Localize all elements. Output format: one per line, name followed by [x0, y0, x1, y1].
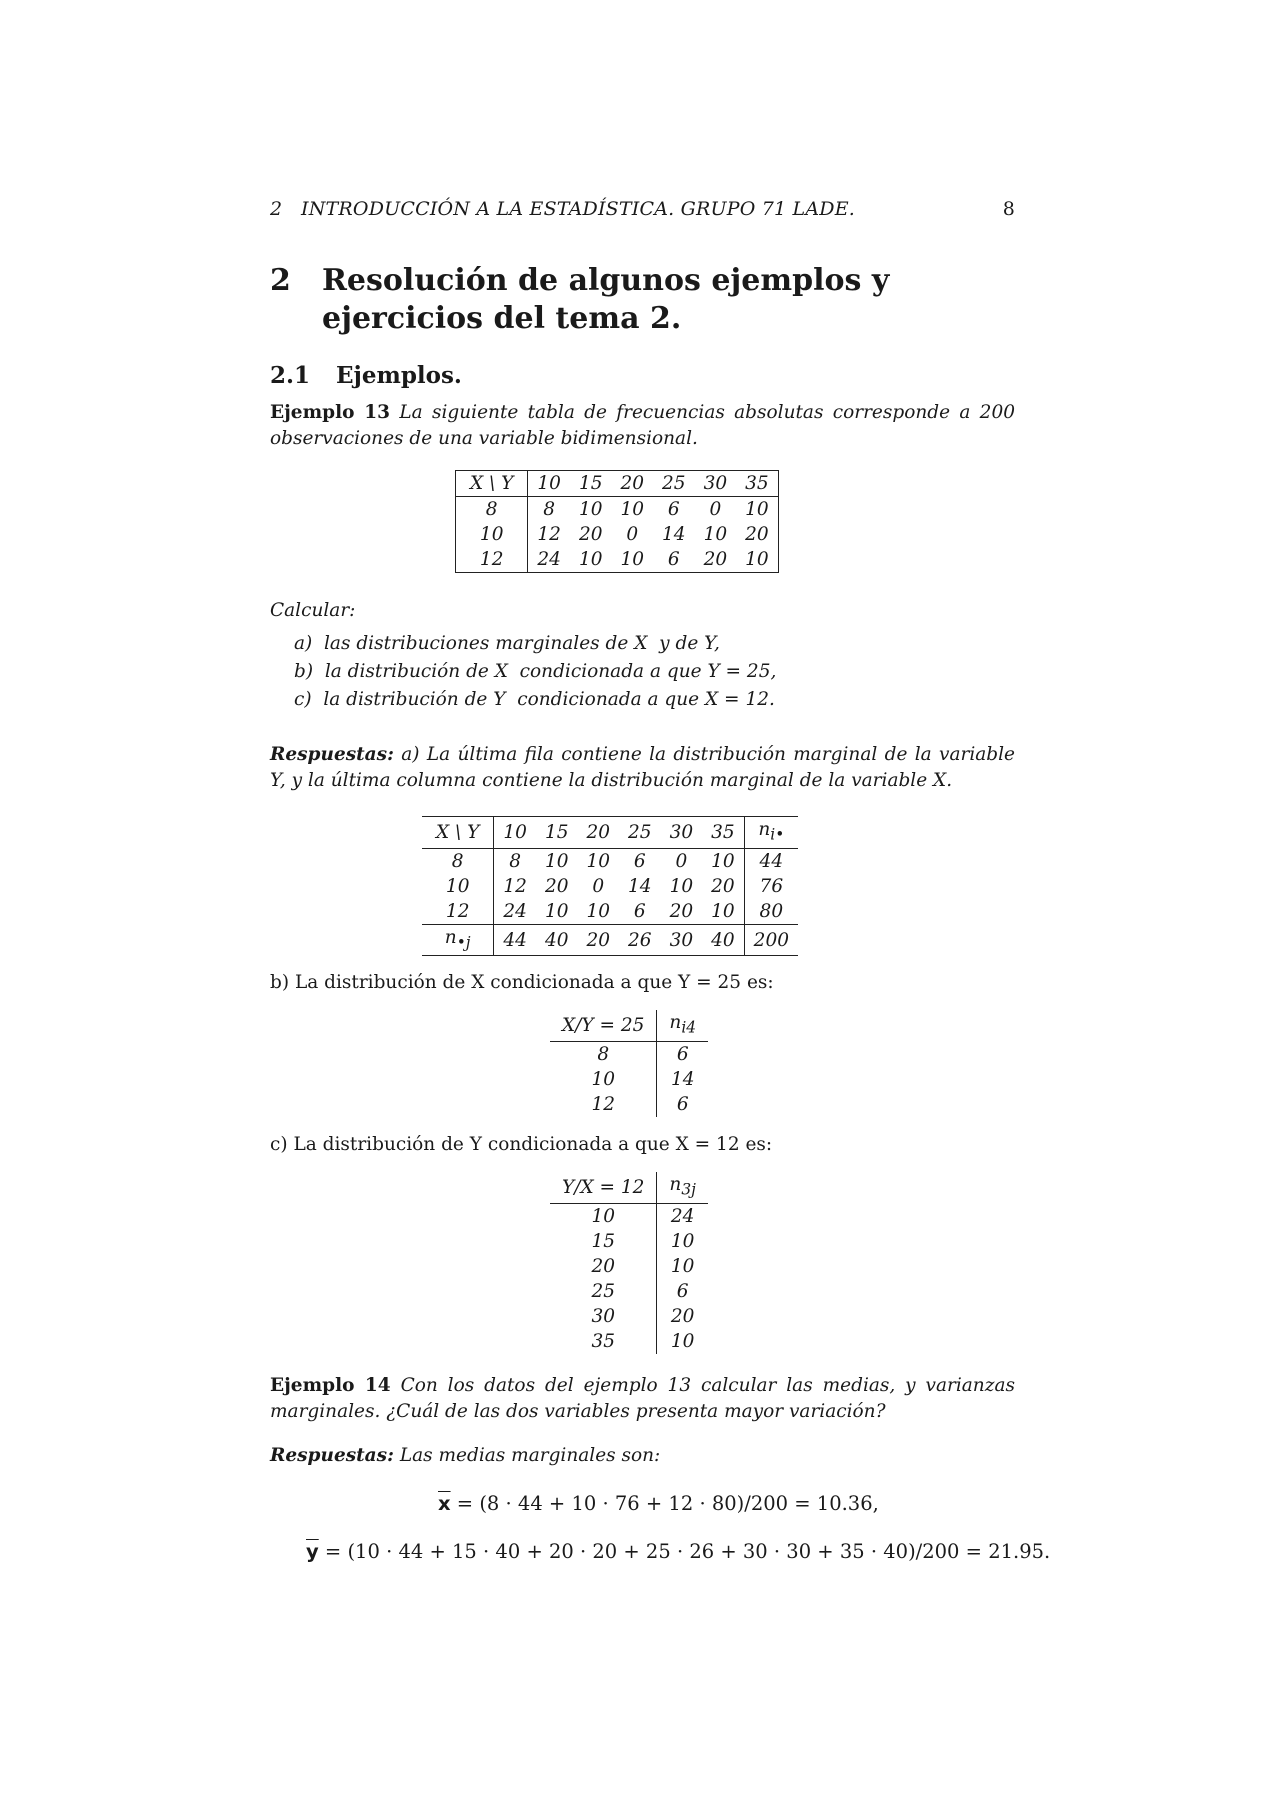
right-header-symbol: n [669, 1012, 682, 1033]
table-cell: 0 [592, 875, 605, 897]
table-cell: 15 [550, 1229, 657, 1254]
right-header-subscript: i4 [681, 1018, 697, 1037]
table-cell: 20 [702, 874, 744, 899]
column-header: 35 [702, 817, 744, 849]
table-cell: 6 [676, 1280, 689, 1302]
table-cell: 12 [503, 875, 527, 897]
table-cell: 8 [509, 850, 522, 872]
table-cell: 6 [667, 499, 680, 520]
grand-total: 200 [744, 924, 798, 956]
left-header: Y/X = 12 [550, 1172, 657, 1203]
column-header: 20 [611, 471, 653, 497]
row-header: 10 [422, 874, 494, 899]
row-total: 80 [759, 900, 784, 922]
marginal-cell: 30 [661, 924, 703, 956]
table-cell: 10 [550, 1067, 657, 1092]
column-header: 10 [528, 471, 570, 497]
table-header-row [422, 817, 798, 849]
table-cell: 10 [544, 850, 569, 872]
table-header-row [550, 1010, 708, 1041]
marginal-cell: 44 [494, 924, 536, 956]
table-cell: 6 [633, 850, 646, 872]
table-corner: X \ Y [456, 471, 528, 497]
table-cell: 20 [670, 1305, 695, 1327]
answer-b: b) La distribución de X condicionada a que Y = 25 es: [270, 972, 774, 993]
table-cell: 6 [667, 549, 680, 570]
table-cell: 35 [550, 1329, 657, 1354]
table-cell: 24 [670, 1205, 695, 1227]
table-cell: 10 [669, 875, 694, 897]
column-header: 15 [570, 471, 612, 497]
table-header-row [456, 471, 779, 497]
subsection-title [270, 362, 462, 389]
table-cell: 12 [537, 524, 561, 545]
answer-c: c) La distribución de Y condicionada a que X = 12 es: [270, 1134, 773, 1155]
y-mean-formula [306, 1540, 1050, 1563]
table-header-row [550, 1172, 708, 1203]
marginal-table [422, 816, 798, 956]
conditional-y-table [550, 1172, 708, 1354]
section-number: 2 [270, 263, 291, 298]
table-cell: 8 [550, 1041, 657, 1067]
table-cell: 20 [703, 549, 728, 570]
frequency-table [455, 470, 779, 573]
row-header: 10 [456, 522, 528, 547]
table-cell: 20 [745, 524, 769, 545]
table-row [422, 874, 798, 899]
conditional-x-table [550, 1010, 708, 1117]
table-cell: 30 [550, 1304, 657, 1329]
table-row [550, 1279, 708, 1304]
table-row [456, 497, 779, 523]
table-cell: 10 [670, 1330, 695, 1352]
table-cell: 10 [702, 848, 744, 874]
table-row [550, 1203, 708, 1229]
table-row [456, 547, 779, 573]
row-header: 8 [422, 848, 494, 874]
table-cell: 0 [709, 499, 722, 520]
y-bar-symbol: $\overline{y}$ [306, 1540, 319, 1563]
table-cell: 20 [550, 1254, 657, 1279]
marginal-cell: 26 [619, 924, 661, 956]
table-row [550, 1304, 708, 1329]
table-row [550, 1254, 708, 1279]
right-header [657, 1010, 708, 1041]
table-cell: 6 [676, 1093, 689, 1115]
table-cell: 25 [550, 1279, 657, 1304]
row-total: 76 [759, 875, 784, 897]
table-cell: 10 [745, 499, 769, 520]
x-bar-symbol: $\overline{x}$ [438, 1492, 451, 1515]
subsection-number: 2.1 [270, 362, 311, 389]
answer-a-label: Respuestas: [270, 744, 394, 765]
table-cell: 10 [703, 524, 728, 545]
table-cell: 10 [620, 499, 645, 520]
task-list [294, 630, 776, 714]
list-item: b) la distribución de X condicionada a que Y = 25, [294, 661, 777, 682]
table-cell: 10 [550, 1203, 657, 1229]
table-row [550, 1041, 708, 1067]
answer-14-label: Respuestas: [270, 1445, 394, 1466]
marginal-cell: 20 [577, 924, 619, 956]
table-row [550, 1329, 708, 1354]
table-cell: 6 [676, 1043, 689, 1065]
x-mean-expression: = (8 · 44 + 10 · 76 + 12 · 80)/200 = 10.36, [450, 1492, 879, 1515]
column-header: 30 [661, 817, 703, 849]
subsection-title-text: Ejemplos. [336, 362, 462, 389]
column-header: 25 [619, 817, 661, 849]
example-14 [270, 1373, 1015, 1425]
column-header: 10 [494, 817, 536, 849]
table-cell: 14 [670, 1068, 695, 1090]
table-cell: 10 [586, 900, 611, 922]
example-14-text: Con los datos del ejemplo 13 calcular las medias, y varianzas marginales. ¿Cuál de las dos variables presenta mayor variación? [270, 1375, 1015, 1422]
total-header-subscript: i• [770, 825, 785, 844]
table-cell: 20 [544, 875, 569, 897]
table-cell: 10 [702, 899, 744, 925]
right-header-symbol: n [669, 1174, 682, 1195]
table-row [550, 1092, 708, 1117]
calcular-label: Calcular: [270, 600, 356, 621]
table-cell: 20 [669, 900, 694, 922]
marginal-label-symbol: n [444, 926, 457, 948]
header-title: 2 INTRODUCCIÓN A LA ESTADÍSTICA. GRUPO 71 LADE. [270, 198, 856, 220]
answer-14 [270, 1443, 1015, 1469]
total-header [744, 817, 798, 849]
marginal-label [422, 924, 494, 956]
answer-a-text: a) La última fila contiene la distribución marginal de la variable Y, y la última columna contiene la distribución marginal de la variable X. [270, 744, 1016, 791]
marginal-row [422, 924, 798, 956]
running-header [270, 198, 1015, 220]
right-header-subscript: 3j [681, 1180, 696, 1199]
marginal-cell: 40 [536, 924, 578, 956]
row-header: 12 [456, 547, 528, 573]
table-cell: 10 [544, 900, 569, 922]
example-14-label: Ejemplo 14 [270, 1375, 391, 1396]
table-row [422, 899, 798, 925]
table-row [550, 1229, 708, 1254]
row-header: 8 [456, 497, 528, 523]
table-cell: 8 [543, 499, 556, 520]
section-title [270, 262, 1015, 338]
column-header: 35 [736, 471, 778, 497]
column-header: 25 [653, 471, 695, 497]
example-13 [270, 400, 1015, 452]
table-row [550, 1067, 708, 1092]
column-header: 15 [536, 817, 578, 849]
section-title-text: Resolución de algunos ejemplos y ejercicios del tema 2. [322, 263, 890, 336]
list-item: a) las distribuciones marginales de X y de Y, [294, 633, 720, 654]
table-cell: 0 [626, 524, 639, 545]
table-cell: 6 [633, 900, 646, 922]
table-cell: 14 [628, 875, 652, 897]
table-cell: 10 [578, 549, 603, 570]
table-cell: 10 [578, 499, 603, 520]
table-cell: 14 [662, 524, 686, 545]
table-cell: 24 [503, 900, 527, 922]
table-cell: 10 [586, 850, 611, 872]
answer-a [270, 742, 1015, 794]
table-cell: 20 [578, 524, 603, 545]
table-cell: 10 [745, 549, 769, 570]
row-total: 44 [759, 850, 784, 872]
table-cell: 12 [550, 1092, 657, 1117]
table-row [422, 848, 798, 874]
table-corner: X \ Y [422, 817, 494, 849]
right-header [657, 1172, 708, 1203]
table-row [456, 522, 779, 547]
y-mean-expression: = (10 · 44 + 15 · 40 + 20 · 20 + 25 · 26 + 30 · 30 + 35 · 40)/200 = 21.95. [318, 1540, 1051, 1563]
answer-14-text: Las medias marginales son: [399, 1445, 661, 1466]
page-number: 8 [1002, 198, 1015, 220]
marginal-label-subscript: •j [456, 933, 471, 952]
example-13-label: Ejemplo 13 [270, 402, 391, 423]
list-item: c) la distribución de Y condicionada a que X = 12. [294, 689, 775, 710]
column-header: 20 [577, 817, 619, 849]
table-cell: 0 [675, 850, 688, 872]
row-header: 12 [422, 899, 494, 925]
table-cell: 24 [537, 549, 561, 570]
table-cell: 10 [620, 549, 645, 570]
x-mean-formula [438, 1492, 879, 1515]
column-header: 30 [695, 471, 737, 497]
total-header-symbol: n [758, 819, 771, 840]
table-cell: 10 [670, 1255, 695, 1277]
table-cell: 10 [670, 1230, 695, 1252]
example-13-text: La siguiente tabla de frecuencias absolutas corresponde a 200 observaciones de una variable bidimensional. [270, 402, 1015, 449]
left-header: X/Y = 25 [550, 1010, 657, 1041]
marginal-cell: 40 [702, 924, 744, 956]
